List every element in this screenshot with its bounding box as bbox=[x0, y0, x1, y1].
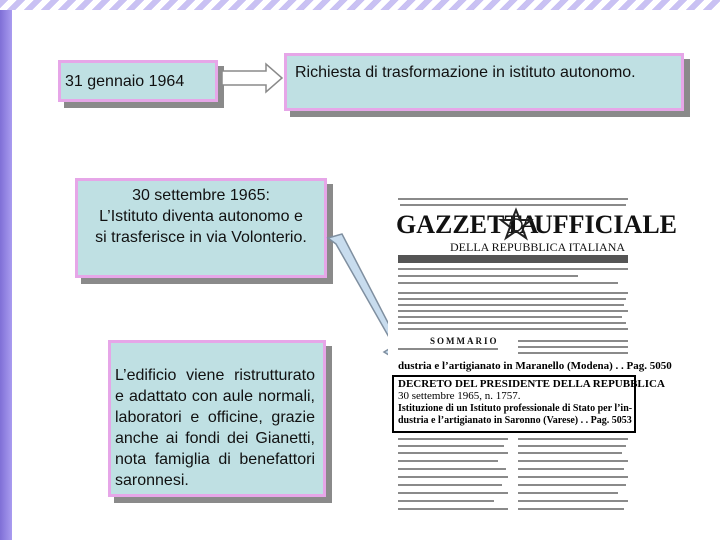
gazette-sommario: SOMMARIO bbox=[430, 336, 499, 346]
decree-line-4: dustria e l’artigianato in Saronno (Varese) . . Pag. 5053 bbox=[398, 415, 632, 426]
gazette-subtitle: DELLA REPUBBLICA ITALIANA bbox=[450, 240, 626, 254]
gazette-masthead-right: UFFICIALE bbox=[534, 210, 678, 239]
request-box bbox=[284, 53, 684, 111]
autonomy-line-1: 30 settembre 1965: bbox=[132, 187, 270, 204]
autonomy-box bbox=[75, 178, 327, 278]
decree-line-1: DECRETO DEL PRESIDENTE DELLA REPUBBLICA bbox=[398, 378, 665, 390]
decree-highlight bbox=[392, 375, 665, 433]
request-text: Richiesta di trasformazione in istituto autonomo. bbox=[295, 64, 636, 81]
top-decorative-strip bbox=[0, 0, 720, 10]
left-accent-bar bbox=[0, 0, 12, 540]
date-text: 31 gennaio 1964 bbox=[65, 73, 185, 90]
building-box bbox=[108, 340, 326, 497]
gazette-line-maranello: dustria e l’artigianato in Maranello (Modena) . . Pag. 5050 bbox=[398, 360, 672, 372]
autonomy-line-2: L’Istituto diventa autonomo e bbox=[99, 208, 303, 225]
date-box bbox=[58, 60, 218, 102]
decree-line-2: 30 settembre 1965, n. 1757. bbox=[398, 390, 521, 402]
gazette-masthead-left: GAZZETTA bbox=[396, 210, 539, 239]
emblem-icon bbox=[500, 208, 532, 242]
building-text: L’edificio viene ristrutturato e adattato con aule normali, laboratori e officine, grazie anche ai fondi dei Gianetti, nota famiglia di benefattori saronnesi. bbox=[115, 367, 315, 489]
decree-line-3: Istituzione di un Istituto professionale di Stato per l’in- bbox=[398, 403, 633, 414]
right-arrow-icon bbox=[220, 62, 284, 94]
gazette-image bbox=[388, 192, 678, 522]
autonomy-line-3: si trasferisce in via Volonterio. bbox=[95, 229, 307, 246]
